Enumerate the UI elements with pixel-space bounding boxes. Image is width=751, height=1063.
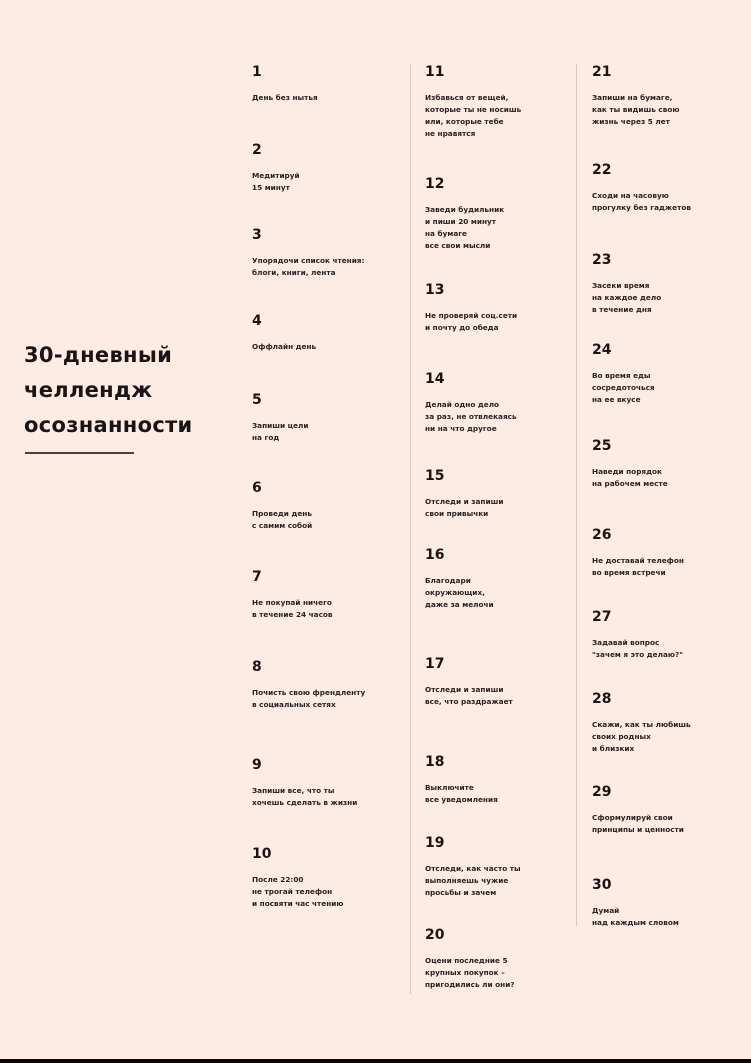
title-line: 30-дневный	[24, 343, 173, 367]
day-number: 23	[592, 252, 612, 268]
day-task: Засеки время на каждое дело в течение дня	[592, 281, 662, 314]
day-task: Запиши на бумаге, как ты видишь свою жизнь через 5 лет	[592, 93, 680, 126]
challenge-day-9	[252, 757, 412, 809]
day-number: 24	[592, 342, 612, 358]
day-number: 13	[425, 282, 445, 298]
challenge-day-30	[592, 877, 751, 929]
challenge-day-6	[252, 480, 412, 532]
day-number: 26	[592, 527, 612, 543]
day-number: 2	[252, 142, 262, 158]
day-task: Благодари окружающих, даже за мелочи	[425, 576, 494, 609]
day-number: 10	[252, 846, 272, 862]
day-task: Сформулируй свои принципы и ценности	[592, 813, 684, 834]
day-task: Думай над каждым словом	[592, 906, 679, 927]
challenge-day-17	[425, 656, 585, 708]
title-underline	[25, 452, 134, 454]
day-task: Почисть свою френдленту в социальных сетях	[252, 688, 366, 709]
day-task: Не покупай ничего в течение 24 часов	[252, 598, 333, 619]
day-number: 22	[592, 162, 612, 178]
title-line: осознанности	[24, 413, 193, 437]
day-task: Делай одно дело за раз, не отвлекаясь ни на что другое	[425, 400, 517, 433]
day-task: Оцени последние 5 крупных покупок – пригодились ли они?	[425, 956, 515, 989]
challenge-day-22	[592, 162, 751, 214]
day-number: 8	[252, 659, 262, 675]
day-task: После 22:00 не трогай телефон и посвяти час чтению	[252, 875, 344, 908]
day-task: Не проверяй соц.сети и почту до обеда	[425, 311, 518, 332]
day-number: 21	[592, 64, 612, 80]
challenge-day-8	[252, 659, 412, 711]
challenge-day-11	[425, 64, 585, 140]
day-number: 3	[252, 227, 262, 243]
day-task: Проведи день с самим собой	[252, 509, 313, 530]
day-task: Запиши цели на год	[252, 421, 309, 442]
day-task: Сходи на часовую прогулку без гаджетов	[592, 191, 691, 212]
title-line: челлендж	[24, 378, 153, 402]
day-number: 1	[252, 64, 262, 80]
day-task: Отследи и запиши все, что раздражает	[425, 685, 513, 706]
day-number: 27	[592, 609, 612, 625]
day-number: 29	[592, 784, 612, 800]
day-number: 20	[425, 927, 445, 943]
challenge-day-12	[425, 176, 585, 252]
challenge-day-24	[592, 342, 751, 406]
day-task: Наведи порядок на рабочем месте	[592, 467, 668, 488]
day-task: Выключите все уведомления	[425, 783, 498, 804]
challenge-day-14	[425, 371, 585, 435]
day-number: 6	[252, 480, 262, 496]
challenge-day-4	[252, 313, 412, 353]
day-number: 11	[425, 64, 445, 80]
challenge-day-27	[592, 609, 751, 661]
day-number: 5	[252, 392, 262, 408]
day-number: 12	[425, 176, 445, 192]
challenge-day-25	[592, 438, 751, 490]
day-number: 16	[425, 547, 445, 563]
day-task: День без нытья	[252, 93, 318, 102]
challenge-day-18	[425, 754, 585, 806]
day-number: 15	[425, 468, 445, 484]
challenge-day-28	[592, 691, 751, 755]
day-task: Во время еды сосредоточься на ее вкусе	[592, 371, 655, 404]
day-number: 25	[592, 438, 612, 454]
day-number: 9	[252, 757, 262, 773]
day-number: 18	[425, 754, 445, 770]
challenge-day-26	[592, 527, 751, 579]
day-task: Отследи, как часто ты выполняешь чужие просьбы и зачем	[425, 864, 521, 897]
page-title	[24, 338, 193, 443]
challenge-day-23	[592, 252, 751, 316]
challenge-day-20	[425, 927, 585, 991]
day-number: 7	[252, 569, 262, 585]
challenge-day-10	[252, 846, 412, 910]
challenge-day-5	[252, 392, 412, 444]
day-task: Избавься от вещей, которые ты не носишь или, которые тебе не нравятся	[425, 93, 522, 138]
challenge-day-7	[252, 569, 412, 621]
challenge-day-1	[252, 64, 412, 104]
challenge-day-16	[425, 547, 585, 611]
day-task: Отследи и запиши свои привычки	[425, 497, 504, 518]
day-task: Медитируй 15 минут	[252, 171, 300, 192]
challenge-day-15	[425, 468, 585, 520]
day-number: 14	[425, 371, 445, 387]
day-task: Запиши все, что ты хочешь сделать в жизни	[252, 786, 358, 807]
day-task: Заведи будильник и пиши 20 минут на бумаге все свои мысли	[425, 205, 505, 250]
day-task: Не доставай телефон во время встречи	[592, 556, 684, 577]
challenge-day-29	[592, 784, 751, 836]
day-number: 17	[425, 656, 445, 672]
day-task: Упорядочи список чтения: блоги, книги, лента	[252, 256, 365, 277]
challenge-day-21	[592, 64, 751, 128]
day-task: Задавай вопрос "зачем я это делаю?"	[592, 638, 684, 659]
challenge-day-19	[425, 835, 585, 899]
day-number: 30	[592, 877, 612, 893]
day-number: 4	[252, 313, 262, 329]
challenge-day-13	[425, 282, 585, 334]
day-number: 19	[425, 835, 445, 851]
day-task: Скажи, как ты любишь своих родных и близких	[592, 720, 691, 753]
challenge-day-2	[252, 142, 412, 194]
challenge-day-3	[252, 227, 412, 279]
day-task: Оффлайн день	[252, 342, 317, 351]
bottom-edge	[0, 1059, 751, 1063]
day-number: 28	[592, 691, 612, 707]
